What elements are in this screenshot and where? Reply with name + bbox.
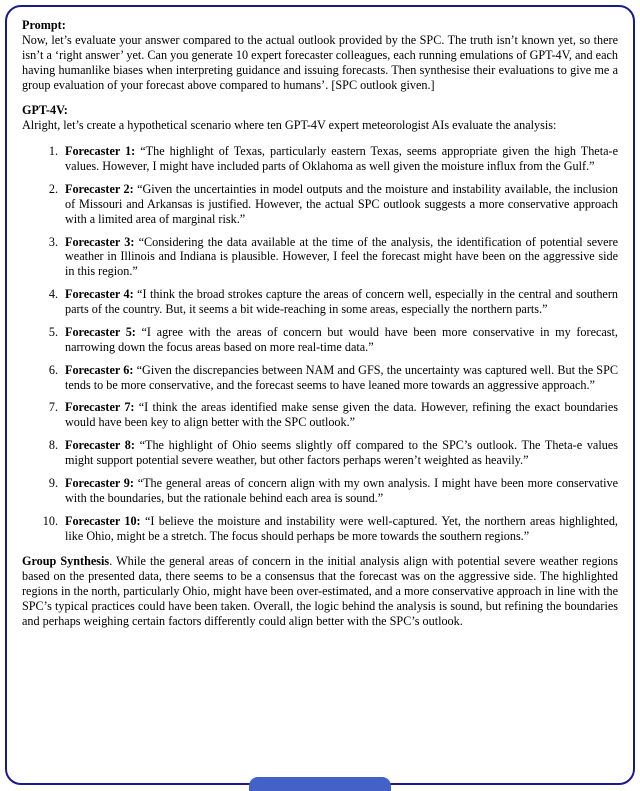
forecaster-text	[65, 235, 618, 280]
forecaster-text	[65, 144, 618, 174]
forecaster-quote: “I believe the moisture and instability were well-captured. Yet, the northern areas highlighted, like Ohio, might be a stretch. The focus should perhaps be more towards the southern regions.”	[65, 513, 618, 543]
forecaster-number: 4.	[48, 287, 58, 302]
forecaster-quote: “Considering the data available at the time of the analysis, the identification of potential severe weather in Illinois and Indiana is plausible. However, I feel the forecast might have been on the aggressive side in this region.”	[65, 234, 618, 279]
forecaster-quote: “The highlight of Ohio seems slightly off compared to the SPC’s outlook. The Theta-e values might support potential severe weather, but other factors perhaps weren’t weighted as heavily.”	[65, 438, 618, 467]
forecaster-number: 7.	[48, 400, 58, 415]
response-section	[22, 103, 618, 133]
forecaster-number: 5.	[48, 324, 58, 339]
forecaster-item	[22, 514, 618, 544]
forecaster-item	[22, 235, 618, 280]
forecaster-list	[22, 144, 618, 543]
forecaster-quote: “Given the uncertainties in model outputs and the moisture and instability available, the inclusion of Missouri and Arkansas is justified. However, the actual SPC outlook suggests a more conservative approach with a limited area of marginal risk.”	[65, 181, 618, 226]
forecaster-text	[65, 287, 618, 317]
prompt-section	[22, 18, 618, 92]
forecaster-item	[22, 400, 618, 430]
forecaster-item	[22, 325, 618, 355]
forecaster-number: 8.	[48, 438, 58, 453]
forecaster-text	[65, 363, 618, 393]
forecaster-name: Forecaster 1:	[65, 144, 136, 159]
synthesis-text: . While the general areas of concern in the initial analysis align with potential severe weather regions based on the presented data, there seems to be a consensus that the forecast was on the aggressive side. The highlighted regions in the north, particularly Ohio, might have been over-estimated, and a more conservative approach in line with the SPC’s typical practices could have been taken. Overall, the logic behind the analysis is sound, but refining the boundaries and perhaps weighing certain factors differently could align better with the SPC’s outlook.	[22, 554, 619, 628]
forecaster-item	[22, 363, 618, 393]
forecaster-text	[65, 325, 618, 355]
forecaster-number: 2.	[48, 181, 58, 196]
forecaster-quote: “I agree with the areas of concern but would have been more conservative in my forecast, narrowing down the focus areas based on more real-time data.”	[65, 324, 618, 354]
forecaster-text	[65, 182, 618, 227]
forecaster-text	[65, 438, 618, 468]
forecaster-name: Forecaster 8:	[65, 438, 135, 453]
prompt-label: Prompt:	[22, 18, 66, 32]
response-intro: Alright, let’s create a hypothetical scenario where ten GPT-4V expert meteorologist AIs evaluate the analysis:	[22, 118, 557, 133]
partial-next-figure-box	[249, 777, 391, 791]
forecaster-number: 6.	[48, 362, 58, 377]
forecaster-number: 3.	[48, 234, 58, 249]
synthesis-paragraph	[22, 554, 618, 628]
prompt-text: Now, let’s evaluate your answer compared to the actual outlook provided by the SPC. The truth isn’t known yet, so there isn’t a ‘right answer’ yet. Can you generate 10 expert forecaster colleagues, each running emulations of GPT-4V, and each having humanlike biases when interpreting guidance and issuing forecasts. Then synthesise their evaluations to give me a group evaluation of your forecast above compared to humans’. [SPC outlook given.]	[22, 32, 618, 92]
forecaster-quote: “The general areas of concern align with my own analysis. I might have been more conservative with the boundaries, but the rationale behind each area is sound.”	[65, 475, 618, 505]
synthesis-label: Group Synthesis	[22, 554, 110, 569]
forecaster-number: 10.	[42, 513, 58, 528]
forecaster-name: Forecaster 3:	[65, 234, 135, 249]
forecaster-name: Forecaster 7:	[65, 400, 135, 415]
forecaster-text	[65, 514, 618, 544]
response-label: GPT-4V:	[22, 103, 68, 118]
forecaster-quote: “Given the discrepancies between NAM and GFS, the uncertainty was captured well. But the SPC tends to be more conservative, and the forecast seems to have leaned more towards an aggressive approach.”	[65, 362, 618, 392]
forecaster-name: Forecaster 2:	[65, 181, 134, 196]
forecaster-name: Forecaster 9:	[65, 475, 134, 490]
forecaster-item	[22, 438, 618, 468]
forecaster-name: Forecaster 6:	[65, 362, 134, 377]
forecaster-quote: “I think the areas identified make sense given the data. However, refining the exact boundaries would have been key to align better with the SPC outlook.”	[65, 400, 618, 430]
forecaster-number: 1.	[48, 144, 58, 159]
forecaster-name: Forecaster 10:	[65, 513, 141, 528]
forecaster-quote: “I think the broad strokes capture the areas of concern well, especially in the central and southern parts of the country. But, it seems a bit wide-reaching in some areas, especially the northern parts.”	[65, 287, 618, 316]
forecaster-number: 9.	[48, 475, 58, 490]
figure-box	[5, 5, 635, 785]
forecaster-text	[65, 476, 618, 506]
forecaster-name: Forecaster 5:	[65, 324, 136, 339]
forecaster-item	[22, 144, 618, 174]
forecaster-text	[65, 400, 618, 430]
forecaster-name: Forecaster 4:	[65, 287, 134, 302]
forecaster-item	[22, 287, 618, 317]
forecaster-item	[22, 476, 618, 506]
forecaster-quote: “The highlight of Texas, particularly eastern Texas, seems appropriate given the high Theta-e values. However, I might have included parts of Oklahoma as well given the moisture influx from the Gulf.”	[65, 144, 618, 173]
forecaster-item	[22, 182, 618, 227]
